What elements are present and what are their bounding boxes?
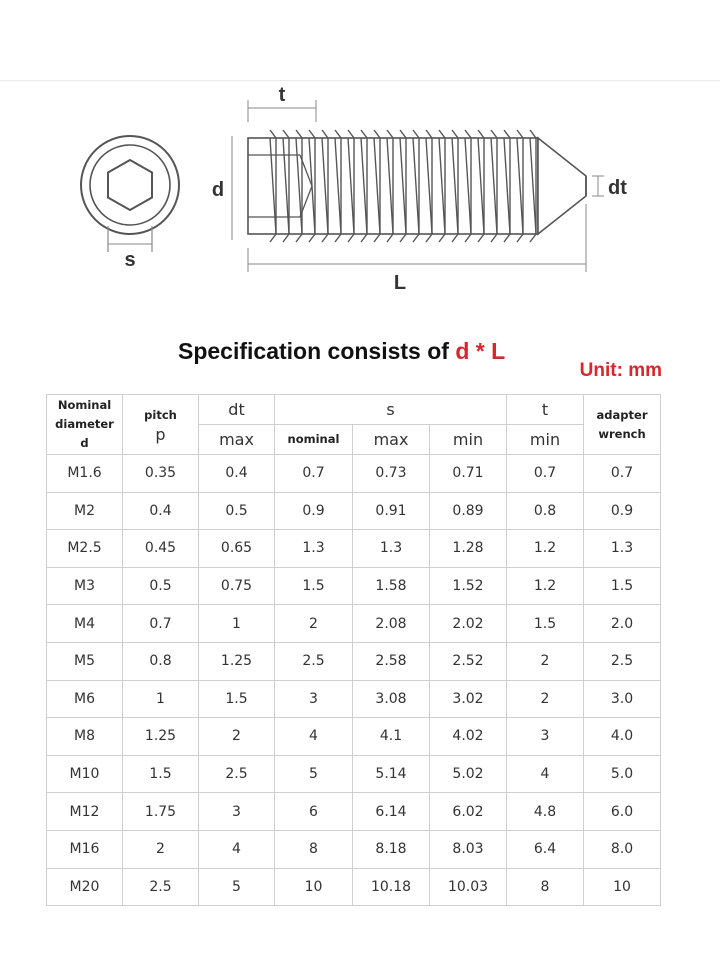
end-view [81,136,179,271]
table-cell: 0.91 [353,492,430,530]
table-row [47,605,661,643]
table-cell: 2 [199,718,275,756]
header-adapter-wrench: adapter wrench [584,395,661,455]
s-dimension-label: s [124,249,136,271]
table-cell: 1.28 [430,530,507,568]
d-dimension-label: d [211,179,225,201]
table-cell: 3.0 [584,680,661,718]
table-row [47,868,661,906]
table-cell: M2 [47,492,123,530]
table-cell: M1.6 [47,455,123,493]
table-cell: 10 [275,868,353,906]
header-s-nominal: nominal [275,425,353,455]
header-s-max: max [353,425,430,455]
table-cell: 0.7 [507,455,584,493]
table-cell: 1.5 [507,605,584,643]
table-cell: 2.52 [430,642,507,680]
table-cell: 1.25 [123,718,199,756]
table-row [47,530,661,568]
table-cell: 6.4 [507,830,584,868]
table-row [47,455,661,493]
table-cell: 8.0 [584,830,661,868]
table-cell: 0.73 [353,455,430,493]
table-row [47,793,661,831]
table-cell: 2.5 [275,642,353,680]
header-nominal-diameter: Nominal diameter d [47,395,123,455]
table-cell: 1.3 [275,530,353,568]
table-cell: 6.0 [584,793,661,831]
table-cell: 0.5 [123,567,199,605]
table-cell: 0.35 [123,455,199,493]
table-row [47,567,661,605]
table-cell: 2.5 [584,642,661,680]
table-cell: 1 [123,680,199,718]
table-cell: 6.14 [353,793,430,831]
page-title [178,338,505,365]
table-cell: 0.7 [123,605,199,643]
side-view [212,85,627,294]
unit-label: Unit: mm [579,360,662,381]
top-divider [0,80,720,81]
table-cell: 0.8 [507,492,584,530]
table-cell: 1.5 [199,680,275,718]
table-cell: 2 [123,830,199,868]
table-cell: 10 [584,868,661,906]
table-cell: 1.25 [199,642,275,680]
table-cell: 3.02 [430,680,507,718]
table-cell: 1.3 [584,530,661,568]
table-row [47,680,661,718]
header-t-min: min [507,425,584,455]
table-cell: 8 [275,830,353,868]
table-cell: 0.65 [199,530,275,568]
table-cell: 5.0 [584,755,661,793]
table-cell: 4.1 [353,718,430,756]
table-cell: 1.58 [353,567,430,605]
table-cell: M4 [47,605,123,643]
table-cell: 4.0 [584,718,661,756]
table-cell: 3 [507,718,584,756]
table-cell: 0.5 [199,492,275,530]
table-cell: 0.45 [123,530,199,568]
title-prefix: Specification consists of [178,338,456,364]
header-dt: dt [199,395,275,425]
table-cell: 0.4 [123,492,199,530]
table-cell: 4 [507,755,584,793]
table-row [47,718,661,756]
table-cell: 2 [507,642,584,680]
table-cell: 2.58 [353,642,430,680]
table-cell: 8 [507,868,584,906]
table-cell: M5 [47,642,123,680]
table-cell: 0.9 [275,492,353,530]
table-cell: 8.03 [430,830,507,868]
t-dimension-label: t [278,85,286,106]
table-cell: 5.02 [430,755,507,793]
table-cell: M6 [47,680,123,718]
header-dt-max: max [199,425,275,455]
table-cell: 0.75 [199,567,275,605]
table-cell: 2 [275,605,353,643]
table-cell: 3 [199,793,275,831]
table-cell: 3 [275,680,353,718]
table-cell: 0.4 [199,455,275,493]
table-cell: 0.71 [430,455,507,493]
dt-dimension-label: dt [608,177,627,199]
table-row [47,755,661,793]
table-cell: 0.8 [123,642,199,680]
table-cell: 1.52 [430,567,507,605]
table-cell: M16 [47,830,123,868]
table-cell: M8 [47,718,123,756]
table-cell: 2.5 [199,755,275,793]
table-cell: 1.5 [584,567,661,605]
table-cell: 2.08 [353,605,430,643]
table-cell: 6 [275,793,353,831]
table-cell: 2 [507,680,584,718]
table-cell: 1.5 [275,567,353,605]
table-cell: 8.18 [353,830,430,868]
table-row [47,642,661,680]
header-t: t [507,395,584,425]
table-cell: 1.3 [353,530,430,568]
set-screw-diagram [0,85,720,305]
table-cell: M2.5 [47,530,123,568]
table-cell: M10 [47,755,123,793]
spec-table [46,394,661,906]
table-cell: 5 [199,868,275,906]
table-cell: 6.02 [430,793,507,831]
table-cell: M3 [47,567,123,605]
table-cell: 1.2 [507,530,584,568]
table-cell: 0.7 [275,455,353,493]
table-cell: 1.2 [507,567,584,605]
table-row [47,830,661,868]
table-cell: 4.8 [507,793,584,831]
table-row [47,492,661,530]
header-pitch: pitch p [123,395,199,455]
table-cell: 2.0 [584,605,661,643]
table-cell: 1.75 [123,793,199,831]
table-cell: 5 [275,755,353,793]
table-cell: 0.9 [584,492,661,530]
header-s: s [275,395,507,425]
table-cell: 2.5 [123,868,199,906]
table-cell: 10.18 [353,868,430,906]
table-cell: 0.89 [430,492,507,530]
table-cell: 4.02 [430,718,507,756]
hex-socket-icon [108,160,152,210]
table-cell: 4 [275,718,353,756]
table-cell: 10.03 [430,868,507,906]
l-dimension-label: L [393,272,407,294]
title-highlight: d * L [455,338,506,364]
table-cell: M12 [47,793,123,831]
table-cell: 2.02 [430,605,507,643]
table-cell: 3.08 [353,680,430,718]
table-cell: 1 [199,605,275,643]
header-s-min: min [430,425,507,455]
table-cell: 5.14 [353,755,430,793]
table-cell: 1.5 [123,755,199,793]
table-cell: M20 [47,868,123,906]
table-cell: 4 [199,830,275,868]
table-cell: 0.7 [584,455,661,493]
